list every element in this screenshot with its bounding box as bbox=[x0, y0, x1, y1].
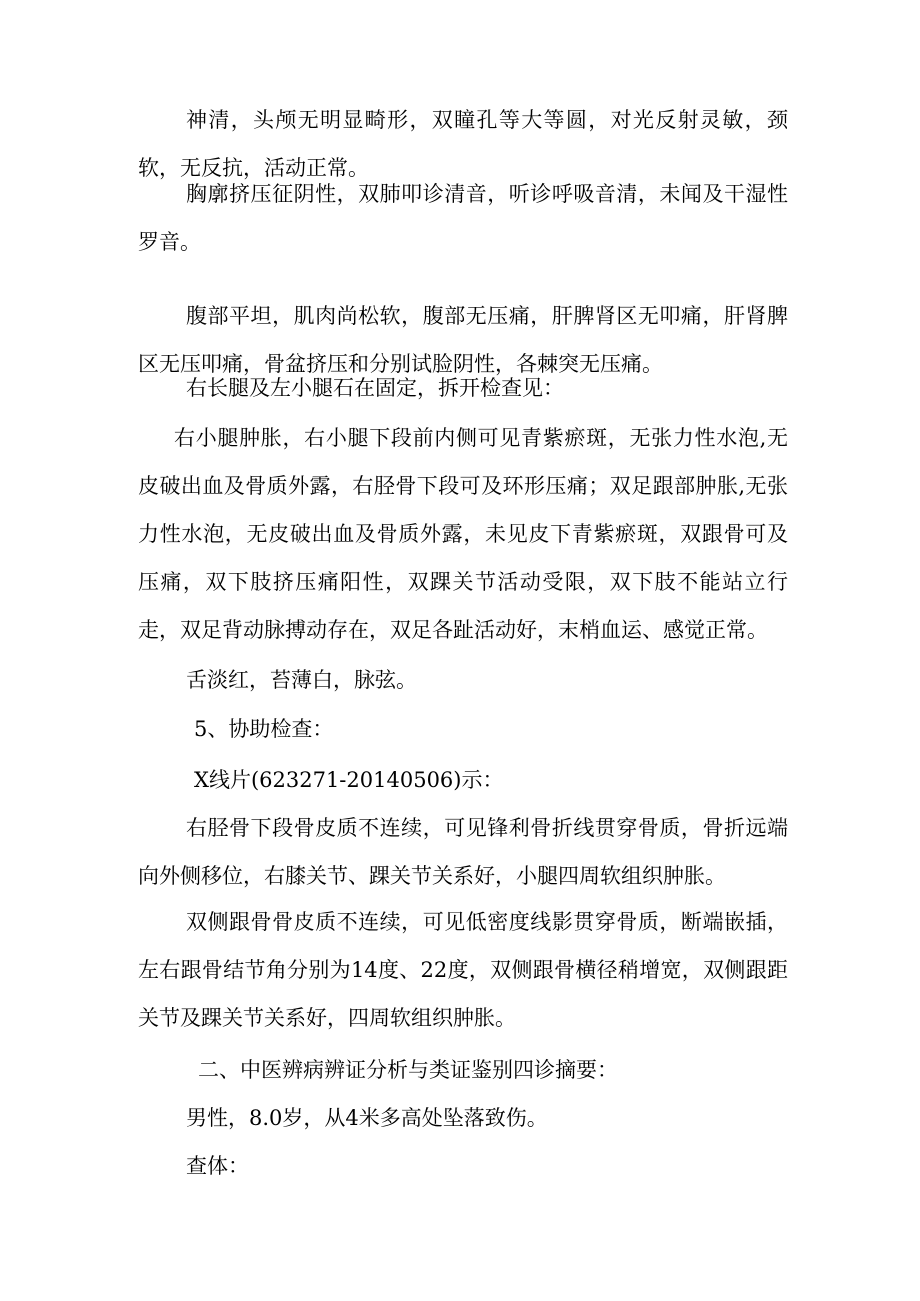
paragraph-tibia-finding: 右胫骨下段骨皮质不连续，可见锋利骨折线贯穿骨质，骨折远端向外侧移位，右膝关节、踝关节关系好，小腿四周软组织肿胀。 bbox=[138, 816, 788, 888]
paragraph-tongue-pulse: 舌淡红，苔薄白，脉弦。 bbox=[186, 668, 417, 692]
paragraph-abdomen-exam: 腹部平坦，肌肉尚松软，腹部无压痛，肝脾肾区无叩痛，肝肾脾区无压叩痛，骨盆挤压和分别试脸阴性，各棘突无压痛。 bbox=[138, 304, 788, 376]
paragraph-limb-exam: 右小腿肿胀，右小腿下段前内侧可见青紫瘀斑，无张力性水泡,无皮破出血及骨质外露，右胫骨下段可及环形压痛；双足跟部肿胀,无张力性水泡，无皮破出血及骨质外露，未见皮下青紫瘀斑，双跟骨可及压痛，双下肢挤压痛阳性，双踝关节活动受限，双下肢不能站立行走，双足背动脉搏动存在，双足各趾活动好，末梢血运、感觉正常。 bbox=[138, 426, 788, 642]
paragraph-exam-label: 查体： bbox=[186, 1154, 249, 1178]
paragraph-chest-exam: 胸廓挤压征阴性，双肺叩诊清音，听诊呼吸音清，未闻及干湿性罗音。 bbox=[138, 182, 788, 254]
section-auxiliary-exam: 5、协助检查： bbox=[194, 717, 334, 741]
section-tcm-analysis: 二、中医辨病辨证分析与类证鉴别四诊摘要： bbox=[198, 1058, 618, 1082]
paragraph-patient-summary: 男性，8.0岁，从4米多高处坠落致伤。 bbox=[186, 1106, 548, 1130]
xray-heading: X线片(623271-20140506)示： bbox=[194, 768, 504, 792]
paragraph-general-exam: 神清，头颅无明显畸形，双瞳孔等大等圆，对光反射灵敏，颈软，无反抗，活动正常。 bbox=[138, 108, 788, 180]
paragraph-calcaneus-finding: 双侧跟骨骨皮质不连续，可见低密度线影贯穿骨质，断端嵌插，左右跟骨结节角分别为14度、22度，双侧跟骨横径稍增宽，双侧跟距关节及踝关节关系好，四周软组织肿胀。 bbox=[138, 910, 788, 1030]
paragraph-fixation-note: 右长腿及左小腿石在固定，拆开检查见： bbox=[186, 376, 564, 400]
